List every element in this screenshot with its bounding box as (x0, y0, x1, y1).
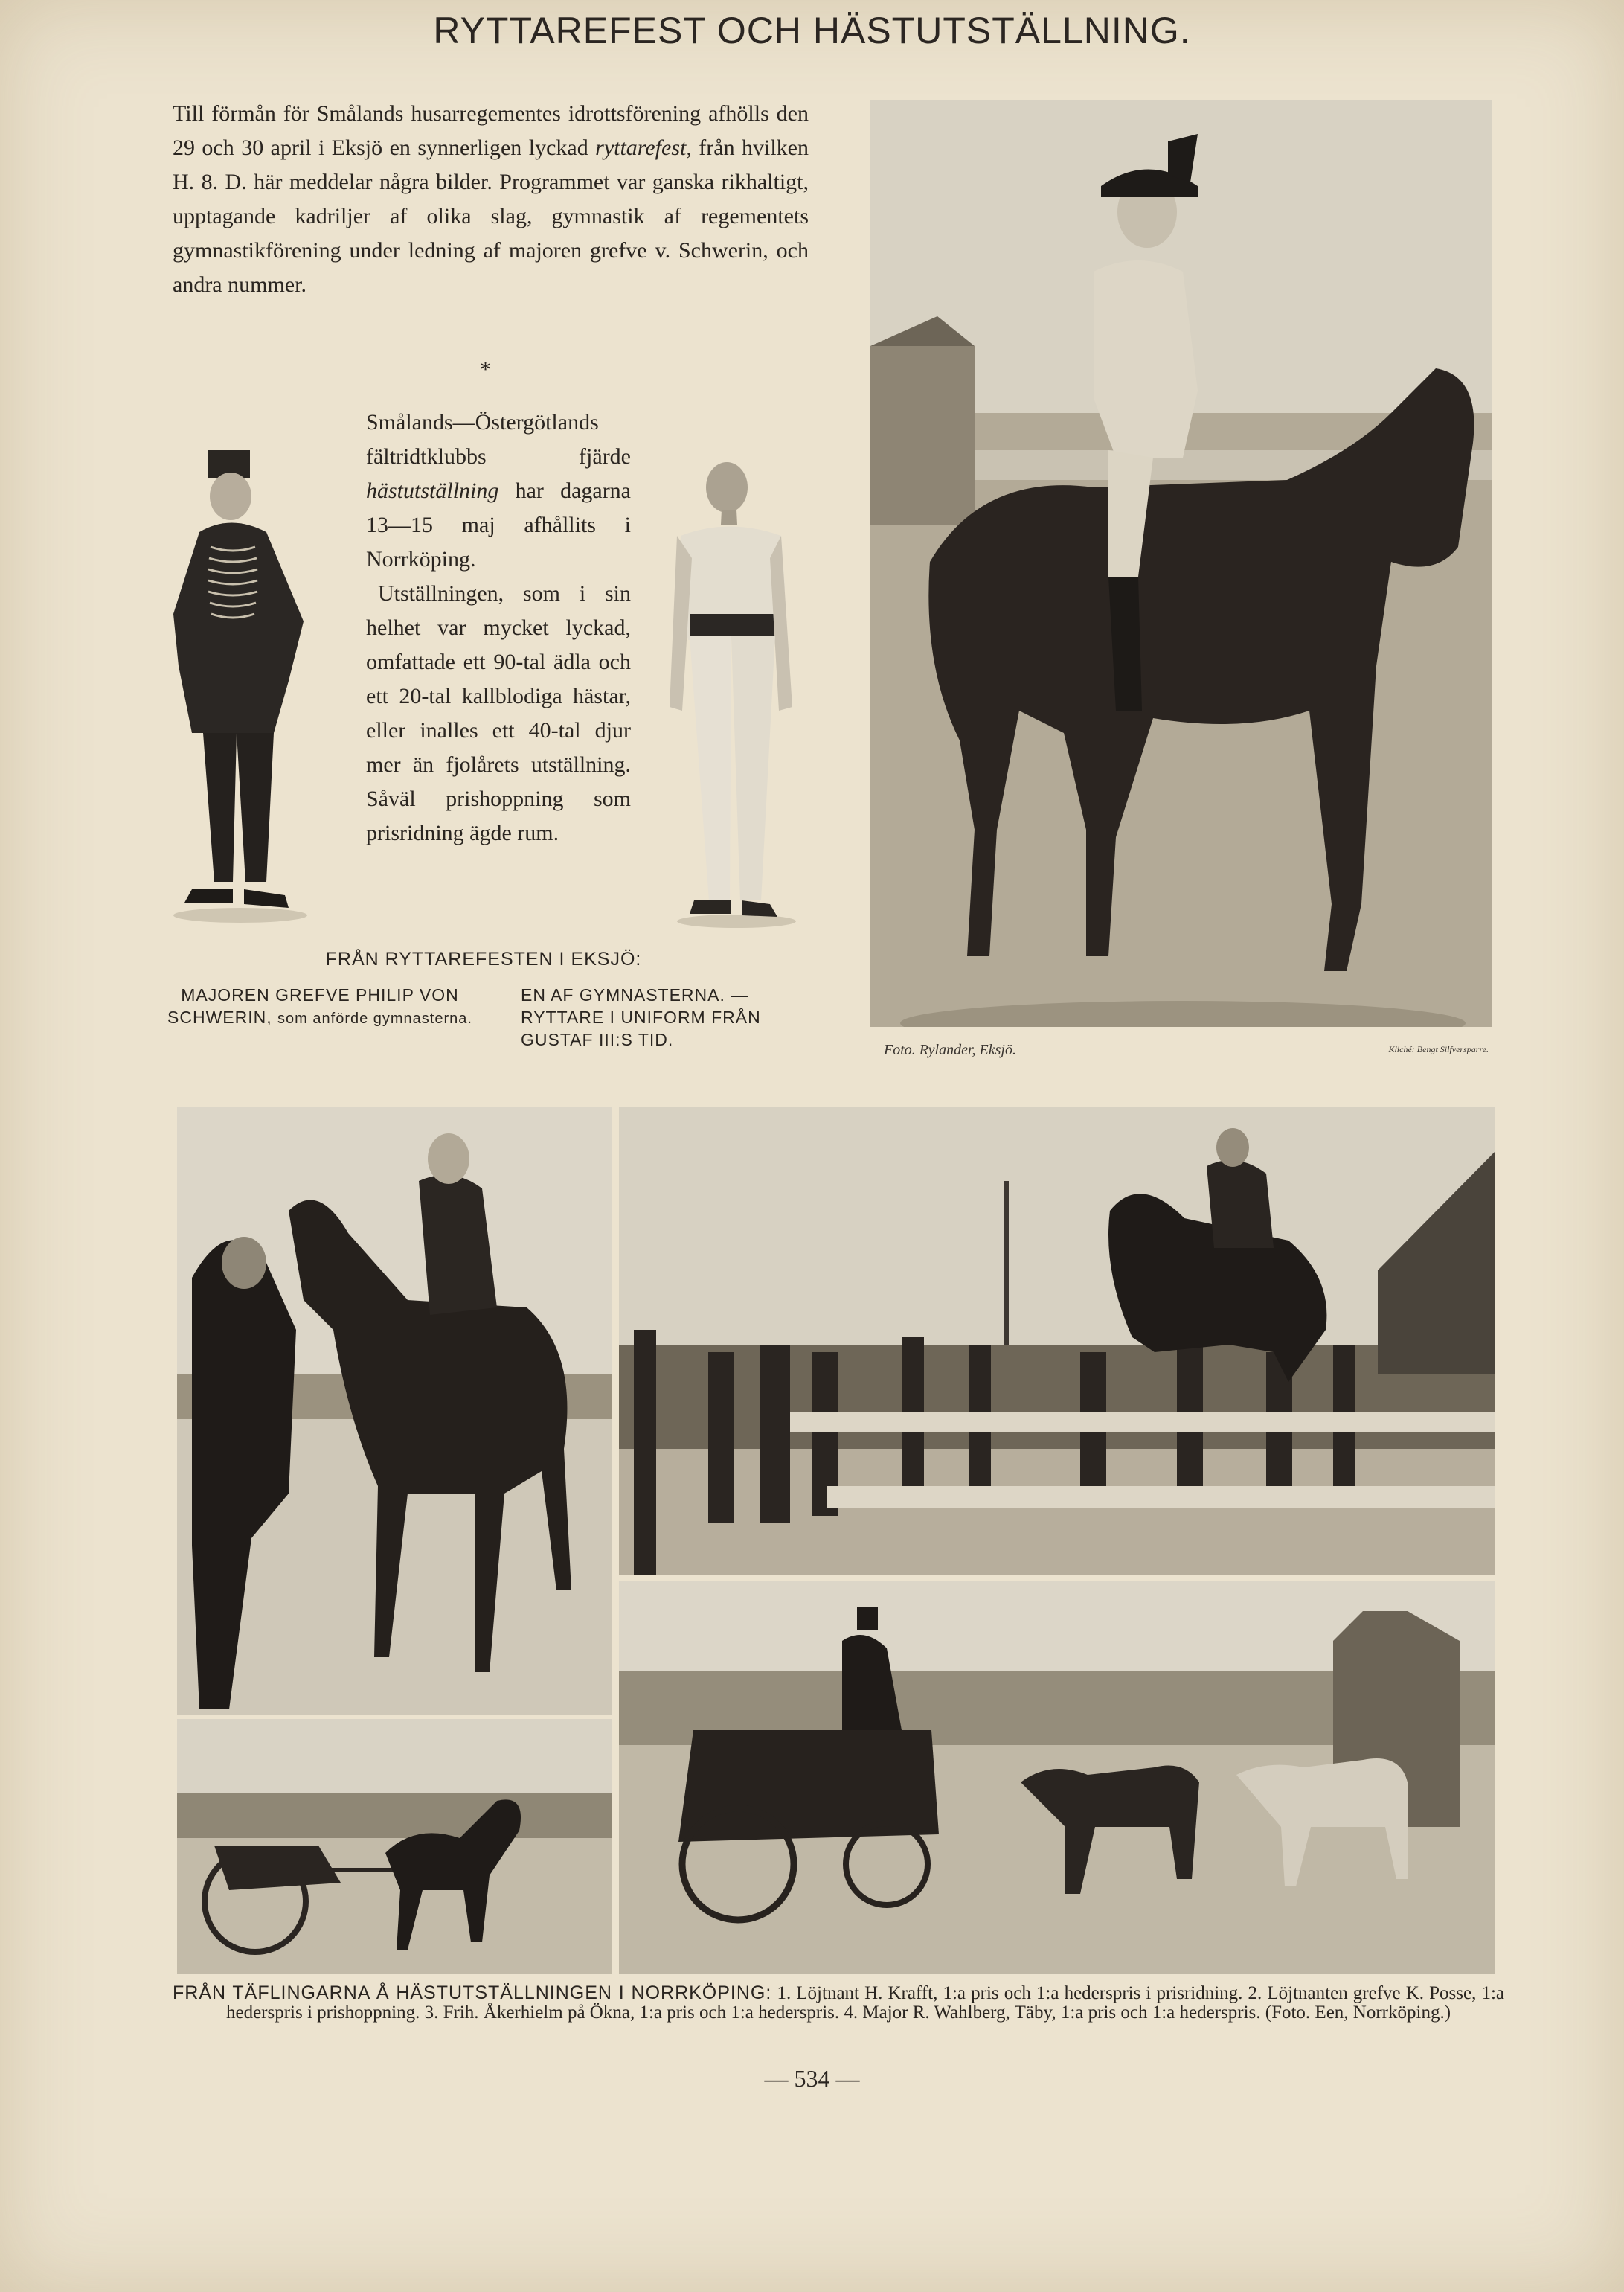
intro-emphasis: ryttarefest, (595, 135, 692, 160)
exhibition-text-1a: Smålands—Östergötlands fältridtklubbs fjärde (366, 410, 631, 469)
exhibition-paragraph-2: Utställningen, som i sin helhet var mycket lyckad, omfattade ett 90-tal ädla och ett 20-tal kallblodiga hästar, eller inalles ett 40-tal djur mer än fjolårets utställning. Såväl prishoppning som prisridning ägde rum. (366, 581, 631, 845)
intro-text-2: från hvilken H. 8. D. här meddelar några bilder. Programmet var ganska rikhaltigt, upptagande kadriljer af olika slag, gymnastik af regementets gymnastikförening under ledning af majoren grefve v. Schwerin, och andra nummer. (173, 135, 809, 297)
exhibition-paragraph-1 (366, 406, 631, 577)
photo-2-posse-prize-jumping (619, 1107, 1495, 1575)
photo-major-schwerin (162, 443, 318, 923)
eksjo-caption-gymnast-rider: EN AF GYMNASTERNA. — RYTTARE I UNIFORM FRÅN GUSTAF III:S TID. (521, 985, 761, 1049)
page-number: — 534 — (764, 2065, 860, 2092)
intro-text-1: Till förmån för Smålands husarregementes idrottsförening afhölls den 29 och 30 april i Eksjö en synnerligen lyckad (173, 101, 809, 160)
photo-rider-gustaf-uniform (870, 100, 1492, 1027)
horse-cart-image (177, 1719, 612, 1974)
exhibition-emphasis: hästutställning (366, 478, 499, 503)
exhibition-column (366, 406, 631, 851)
photo-gymnast (666, 454, 796, 930)
section-separator: * (480, 357, 491, 382)
photo-1-krafft-prize-riding (177, 1107, 612, 1715)
norrkoping-caption-text: 1. Löjtnant H. Krafft, 1:a pris och 1:a hederspris i prisridning. 2. Löjtnanten grefve K. Posse, 1:a hederspris i prishoppning. 3. Frih. Åkerhielm på Ökna, 1:a pris och 1:a hederspris. 4. Major R. Wahlberg, Täby, 1:a pris och 1:a hederspris. (Foto. Een, Norrköping.) (225, 1983, 1505, 2023)
show-jumping-image (619, 1107, 1495, 1575)
hussar-officer-figure (162, 443, 318, 923)
gymnast-figure (666, 454, 796, 930)
eksjo-caption-schwerin (160, 984, 480, 1030)
four-in-hand-image (619, 1581, 1495, 1974)
running-head: RYTTAREFEST OCH HÄSTUTSTÄLLNING. (433, 10, 1191, 51)
intro-paragraph (173, 97, 809, 302)
norrkoping-caption (173, 1983, 1504, 2023)
caption-schwerin-note: som anförde gymnasterna. (277, 1011, 472, 1027)
eksjo-caption-heading: FRÅN RYTTAREFESTEN I EKSJÖ: (325, 949, 642, 970)
rider-horse-image (870, 100, 1492, 1027)
caption-schwerin-name: MAJOREN GREFVE PHILIP VON SCHWERIN, (167, 985, 459, 1027)
saluting-rider-image (177, 1107, 612, 1715)
photo-3-akerhielm-carriage (177, 1719, 612, 1974)
photo-credit-rylander: Foto. Rylander, Eksjö. (884, 1042, 1016, 1058)
norrkoping-caption-lead: FRÅN TÄFLINGARNA Å HÄSTUTSTÄLLNINGEN I NORRKÖPING: (173, 1982, 772, 2003)
exhibition-text-1b: har dagarna 13—15 maj afhållits i Norrköping. (366, 478, 631, 572)
photo-4-wahlberg-four-in-hand (619, 1581, 1495, 1974)
cliche-credit: Kliché: Bengt Silfversparre. (1388, 1044, 1489, 1054)
